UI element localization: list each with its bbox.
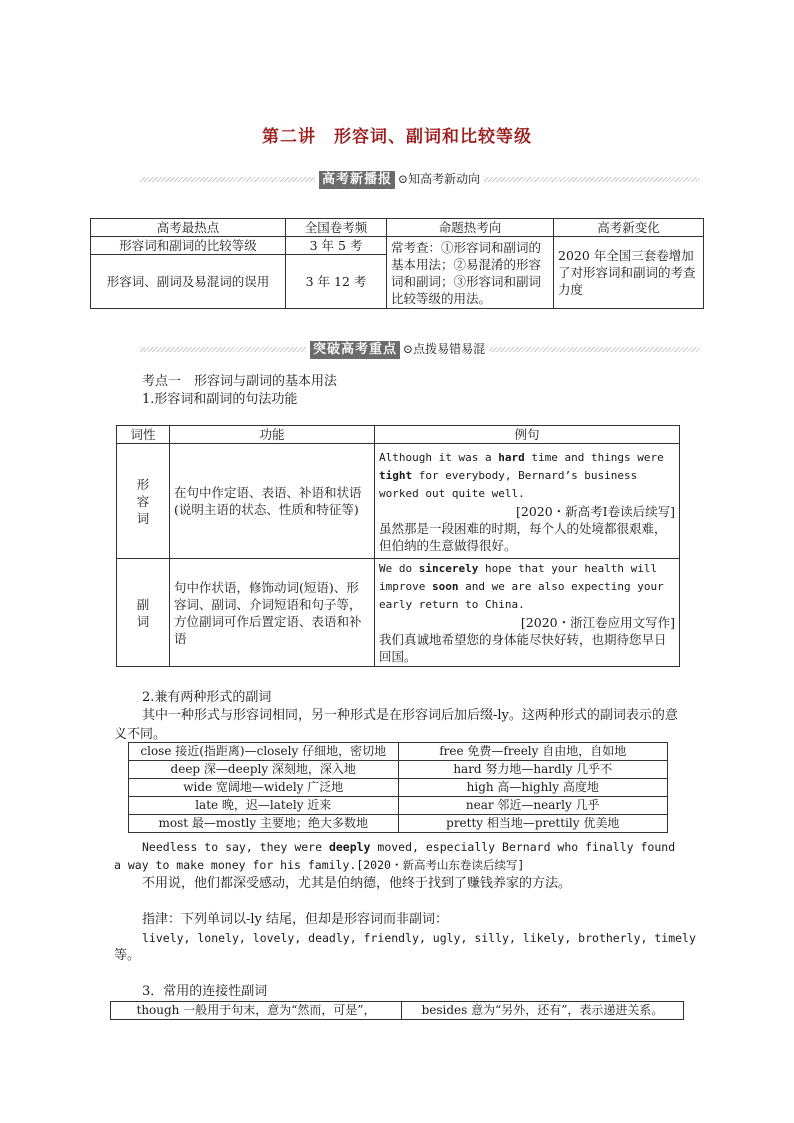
table-header: 命题热考向 — [387, 219, 554, 237]
example-cn: 虽然那是一段困难的时期，每个人的处境都很艰难，但伯纳的生意做得很好。 — [379, 520, 667, 553]
example-translation: 不用说，他们都深受感动，尤其是伯纳德，他终于找到了赚钱养家的方法。 — [142, 876, 572, 891]
band-sub: ⊙点拨易错易混 — [403, 342, 486, 356]
highlight-word: hard — [498, 450, 525, 464]
example-cell — [375, 559, 680, 667]
table-header: 高考新变化 — [554, 219, 704, 237]
pair-cell: most 最—mostly 主要地；绝大多数地 — [129, 815, 399, 833]
section-heading-2: 2.兼有两种形式的副词 — [142, 690, 272, 705]
pair-cell: late 晚，迟—lately 近来 — [129, 797, 399, 815]
pair-cell: deep 深—deeply 深刻地，深入地 — [129, 761, 399, 779]
band-tag — [315, 170, 484, 189]
kaodian-heading: 考点一 形容词与副词的基本用法 — [142, 374, 338, 389]
tip-words: lively, lonely, lovely, deadly, friendly, ugly, silly, likely, brotherly, timely — [142, 931, 696, 945]
table-row — [117, 559, 680, 667]
source-tag: [2020・浙江卷应用文写作] — [520, 615, 675, 630]
table-header: 全国卷考频 — [286, 219, 387, 237]
band-label: 高考新播报 — [319, 171, 395, 189]
table-header-row — [91, 219, 704, 237]
overview-table — [90, 218, 704, 309]
exam-change: 2020 年全国三套卷增加了对形容词和副词的考查力度 — [554, 237, 704, 309]
section-band-key-points — [140, 343, 700, 357]
table-row — [91, 237, 704, 255]
table-header: 词性 — [117, 426, 170, 444]
example-en: Although it was a hard time and things were tight for everybody, Bernard’s business worked out quite well. — [379, 450, 664, 500]
hot-point: 形容词和副词的比较等级 — [91, 237, 286, 255]
highlight-word: deeply — [328, 840, 371, 854]
pair-cell: hard 努力地—hardly 几乎不 — [398, 761, 668, 779]
function-text: 在句中作定语、表语、补语和状语(说明主语的状态、性质和特征等) — [170, 444, 375, 559]
band-label: 突破高考重点 — [310, 341, 400, 359]
table-row — [129, 797, 668, 815]
exam-frequency: 3 年 5 考 — [286, 237, 387, 255]
part-of-speech: 形 容 词 — [117, 444, 170, 559]
section-heading-3: 3．常用的连接性副词 — [142, 984, 268, 999]
table-row — [117, 444, 680, 559]
table-row — [129, 779, 668, 797]
function-table — [116, 425, 680, 667]
source-tag: [2020・新高考Ⅰ卷读后续写] — [515, 503, 675, 519]
example-cell — [375, 444, 680, 559]
highlight-word: soon — [431, 580, 459, 593]
band-sub: ⊙知高考新动向 — [398, 172, 481, 186]
connective-cell: besides 意为“另外，还有”，表示递进关系。 — [402, 1002, 684, 1020]
tip-text: 指津：下列单词以-ly 结尾，但却是形容词而非副词： — [142, 912, 449, 927]
connective-table — [110, 1001, 684, 1020]
table-row — [129, 743, 668, 761]
page-title: 第二讲 形容词、副词和比较等级 — [262, 127, 532, 147]
pair-cell: close 接近(指距离)—closely 仔细地，密切地 — [129, 743, 399, 761]
exam-frequency: 3 年 12 考 — [286, 255, 387, 309]
table-row — [111, 1002, 684, 1020]
highlight-word: tight — [379, 468, 413, 482]
section-band-news — [140, 173, 700, 187]
table-row — [129, 761, 668, 779]
table-header-row — [117, 426, 680, 444]
table-row — [129, 815, 668, 833]
highlight-word: sincerely — [418, 562, 479, 575]
example-cn: 我们真诚地希望您的身体能尽快好转，也期待您早日回国。 — [379, 632, 667, 664]
table-header: 功能 — [170, 426, 375, 444]
example-sentence: Needless to say, they were deeply moved, especially Bernard who finally found a way to make money for his family.[2020・新高考山东卷读后续写] — [114, 840, 676, 872]
table-header: 高考最热点 — [91, 219, 286, 237]
pair-cell: free 免费—freely 自由地，自如地 — [398, 743, 668, 761]
exam-direction: 常考查：①形容词和副词的基本用法；②易混淆的形容词和副词；③形容词和副词比较等级的用法。 — [387, 237, 554, 309]
function-text: 句中作状语，修饰动词(短语)、形容词、副词、介词短语和句子等，方位副词可作后置定语、表语和补语 — [170, 559, 375, 667]
band-tag — [306, 340, 489, 359]
adverb-pairs-table — [128, 742, 668, 833]
connective-cell: though 一般用于句末，意为“然而，可是”， — [111, 1002, 402, 1020]
pair-cell: near 邻近—nearly 几乎 — [398, 797, 668, 815]
table-header: 例句 — [375, 426, 680, 444]
example-en: We do sincerely hope that your health will improve soon and we are also expecting your early return to China. — [379, 562, 664, 611]
hot-point: 形容词、副词及易混词的误用 — [91, 255, 286, 309]
pair-cell: high 高—highly 高度地 — [398, 779, 668, 797]
section-heading-1: 1.形容词和副词的句法功能 — [142, 392, 298, 407]
part-of-speech: 副 词 — [117, 559, 170, 667]
pair-cell: wide 宽阔地—widely 广泛地 — [129, 779, 399, 797]
section-2-description: 其中一种形式与形容词相同，另一种形式是在形容词后加后缀-ly。这两种形式的副词表示的意义不同。 — [114, 708, 678, 742]
tip-end: 等。 — [114, 948, 141, 963]
pair-cell: pretty 相当地—prettily 优美地 — [398, 815, 668, 833]
